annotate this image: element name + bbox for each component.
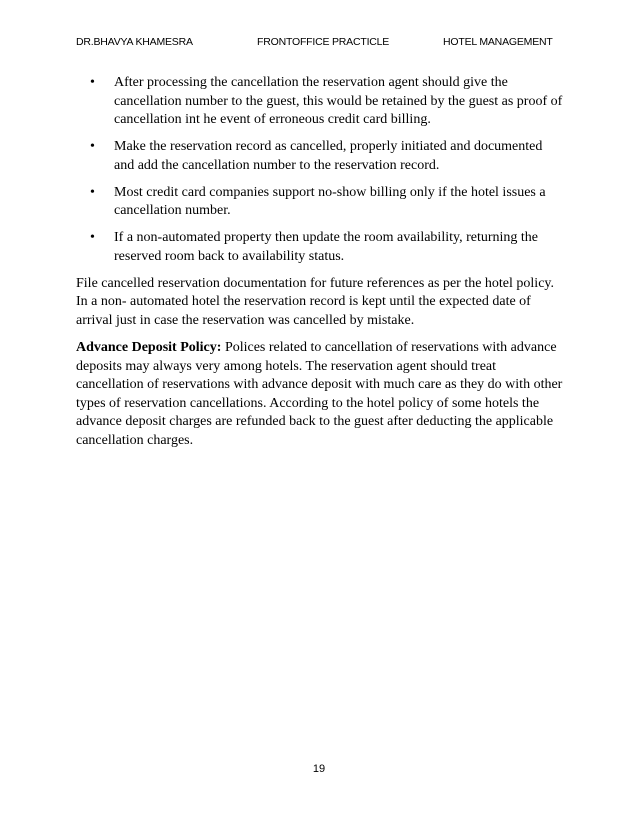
list-item <box>76 138 566 175</box>
advance-deposit-text: Polices related to cancellation of reservations with advance deposits may always very among hotels. The reservation agent should treat cancellation of reservations with advance deposit with much care as they do with other types of reservation cancellations. According to the hotel policy of some hotels the advance deposit charges are refunded back to the guest after deducting the applicable cancellation charges. <box>76 340 563 448</box>
bullet-list <box>76 74 566 266</box>
list-item-text: If a non-automated property then update the room availability, returning the reserved room back to availability status. <box>114 230 539 264</box>
list-item-text: Make the reservation record as cancelled, properly initiated and documented and add the cancellation number to the reservation record. <box>114 139 543 173</box>
list-item <box>76 184 566 221</box>
bullet-icon: • <box>90 184 95 200</box>
list-item-text: Most credit card companies support no-show billing only if the hotel issues a cancellation number. <box>114 184 546 218</box>
header-course: FRONTOFFICE PRACTICLE <box>257 36 390 48</box>
bullet-icon: • <box>90 139 95 154</box>
page-header <box>0 36 638 52</box>
list-item-text: After processing the cancellation the reservation agent should give the cancellation number to the guest, this would be retained by the guest as proof of cancellation int he event of erroneous credit card billing. <box>114 75 563 127</box>
advance-deposit-paragraph <box>76 339 566 450</box>
page-number: 19 <box>312 763 326 775</box>
list-item <box>76 74 566 130</box>
advance-deposit-heading: Advance Deposit Policy: <box>76 340 222 355</box>
bullet-icon: • <box>90 230 95 245</box>
page-body <box>76 74 566 459</box>
bullet-icon: • <box>90 75 95 90</box>
header-department: HOTEL MANAGEMENT <box>443 36 553 48</box>
list-item <box>76 229 566 266</box>
header-author: DR.BHAVYA KHAMESRA <box>76 36 193 48</box>
file-documentation-paragraph: File cancelled reservation documentation for future references as per the hotel policy. In a non- automated hotel the reservation record is kept until the expected date of arrival just in case the reservation was cancelled by mistake. <box>76 275 554 328</box>
